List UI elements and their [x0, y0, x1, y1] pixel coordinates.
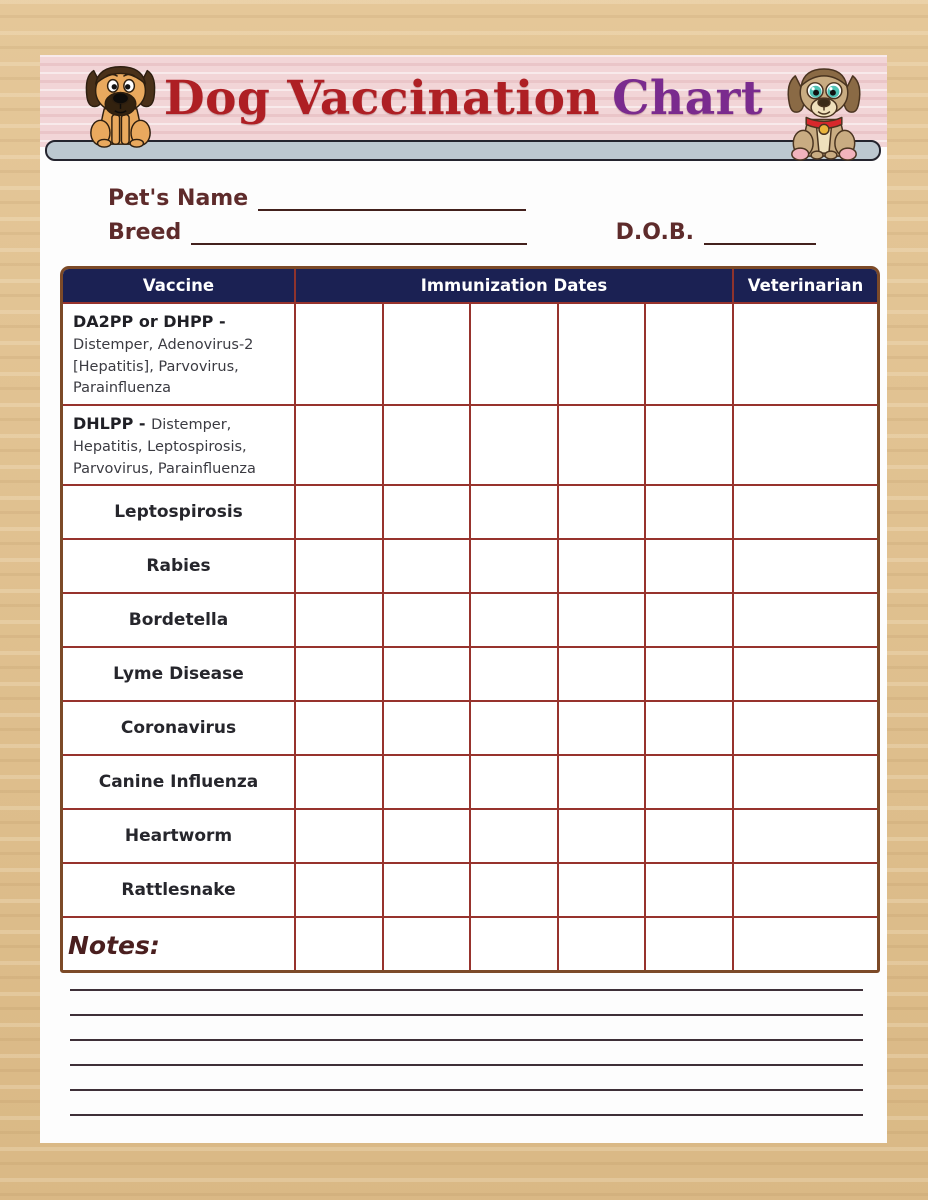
- immunization-date-cell: [646, 810, 734, 862]
- immunization-date-cell: [471, 648, 559, 700]
- immunization-date-cell: [296, 756, 384, 808]
- notes-ruled-line: [70, 991, 863, 1016]
- divider-bar: [45, 140, 881, 161]
- veterinarian-cell: [734, 540, 877, 592]
- immunization-date-cell: [296, 594, 384, 646]
- vaccine-name-cell: Lyme Disease: [63, 648, 296, 700]
- immunization-date-cell: [471, 756, 559, 808]
- veterinarian-cell: [734, 702, 877, 754]
- immunization-date-cell: [559, 304, 647, 404]
- immunization-date-cell: [471, 594, 559, 646]
- vaccine-column-header: Vaccine: [63, 269, 296, 302]
- vaccine-row: [63, 754, 877, 808]
- vaccine-description: Distemper, Adenovirus-2 [Hepatitis], Parvovirus, Parainfluenza: [73, 336, 254, 397]
- immunization-date-cell: [296, 918, 384, 970]
- vaccine-row: [63, 302, 877, 404]
- immunization-date-cell: [296, 540, 384, 592]
- immunization-date-cell: [384, 594, 472, 646]
- table-body: [63, 302, 877, 970]
- vaccine-name-cell: Leptospirosis: [63, 486, 296, 538]
- breed-blank-line: [191, 217, 527, 245]
- immunization-date-cell: [384, 918, 472, 970]
- veterinarian-cell: [734, 918, 877, 970]
- pet-name-blank-line: [258, 183, 526, 211]
- vaccine-name-cell: Rattlesnake: [63, 864, 296, 916]
- cartoon-brown-puppy-icon: [779, 64, 869, 163]
- vaccine-row: [63, 404, 877, 484]
- immunization-dates-column-header: Immunization Dates: [296, 269, 734, 302]
- immunization-date-cell: [559, 594, 647, 646]
- immunization-date-cell: [646, 406, 734, 484]
- vaccine-row: [63, 538, 877, 592]
- immunization-date-cell: [384, 540, 472, 592]
- immunization-date-cell: [471, 486, 559, 538]
- document-page: [40, 55, 887, 1143]
- immunization-date-cell: [471, 864, 559, 916]
- vaccine-row: [63, 484, 877, 538]
- dob-group: [616, 211, 816, 245]
- immunization-date-cell: [646, 756, 734, 808]
- vaccine-row: [63, 646, 877, 700]
- immunization-date-cell: [471, 540, 559, 592]
- immunization-date-cell: [646, 864, 734, 916]
- immunization-date-cell: [646, 702, 734, 754]
- immunization-date-cell: [559, 486, 647, 538]
- veterinarian-cell: [734, 594, 877, 646]
- notes-label: Notes:: [68, 931, 160, 960]
- immunization-date-cell: [296, 702, 384, 754]
- notes-lines: [70, 966, 863, 1116]
- immunization-date-cell: [646, 594, 734, 646]
- immunization-date-cell: [384, 486, 472, 538]
- breed-label: Breed: [108, 220, 182, 245]
- vaccine-name-cell: Rabies: [63, 540, 296, 592]
- vaccine-row: [63, 916, 877, 970]
- immunization-date-cell: [559, 648, 647, 700]
- notes-ruled-line: [70, 1066, 863, 1091]
- immunization-date-cell: [646, 304, 734, 404]
- veterinarian-column-header: Veterinarian: [747, 276, 864, 295]
- veterinarian-cell: [734, 486, 877, 538]
- vaccine-name-cell: [63, 304, 296, 404]
- immunization-date-cell: [296, 810, 384, 862]
- immunization-date-cell: [471, 918, 559, 970]
- immunization-date-cell: [559, 406, 647, 484]
- immunization-date-cell: [296, 304, 384, 404]
- veterinarian-cell: [734, 406, 877, 484]
- immunization-date-cell: [471, 702, 559, 754]
- immunization-date-cell: [384, 702, 472, 754]
- vaccine-name-cell: Heartworm: [63, 810, 296, 862]
- notes-ruled-line: [70, 966, 863, 991]
- immunization-date-cell: [646, 648, 734, 700]
- vaccine-name-bold: DA2PP or DHPP -: [73, 312, 226, 331]
- immunization-date-cell: [384, 406, 472, 484]
- notes-ruled-line: [70, 1016, 863, 1041]
- immunization-date-cell: [384, 648, 472, 700]
- vaccine-name-cell: Coronavirus: [63, 702, 296, 754]
- immunization-date-cell: [471, 810, 559, 862]
- vaccine-row: [63, 862, 877, 916]
- vaccine-name-cell: [63, 406, 296, 484]
- veterinarian-cell: [734, 648, 877, 700]
- immunization-date-cell: [646, 540, 734, 592]
- immunization-date-cell: [646, 918, 734, 970]
- immunization-date-cell: [296, 648, 384, 700]
- immunization-date-cell: [296, 864, 384, 916]
- notes-ruled-line: [70, 1041, 863, 1066]
- immunization-date-cell: [296, 486, 384, 538]
- title-text-purple: Chart: [612, 71, 764, 126]
- pet-name-label: Pet's Name: [108, 186, 249, 211]
- veterinarian-cell: [734, 864, 877, 916]
- immunization-date-cell: [471, 406, 559, 484]
- immunization-date-cell: [559, 702, 647, 754]
- page-title: [160, 71, 767, 126]
- pet-info-form: [108, 177, 816, 245]
- notes-ruled-line: [70, 1091, 863, 1116]
- immunization-date-cell: [384, 864, 472, 916]
- vaccination-table: [60, 266, 880, 973]
- veterinarian-cell: [734, 304, 877, 404]
- title-text-red: Dog Vaccination: [163, 71, 601, 126]
- veterinarian-cell: [734, 810, 877, 862]
- immunization-date-cell: [559, 864, 647, 916]
- immunization-date-cell: [384, 304, 472, 404]
- vaccine-name-bold: DHLPP -: [73, 414, 152, 433]
- immunization-date-cell: [559, 918, 647, 970]
- vaccine-description: Distemper, Hepatitis, Leptospirosis, Parvovirus, Parainfluenza: [73, 417, 256, 477]
- vaccine-row: [63, 592, 877, 646]
- immunization-date-cell: [384, 810, 472, 862]
- immunization-date-cell: [559, 540, 647, 592]
- veterinarian-cell: [734, 756, 877, 808]
- immunization-date-cell: [646, 486, 734, 538]
- dob-blank-line: [704, 217, 816, 245]
- cartoon-tan-dog-icon: [72, 61, 169, 149]
- immunization-date-cell: [559, 810, 647, 862]
- dob-label: D.O.B.: [615, 220, 694, 245]
- immunization-date-cell: [471, 304, 559, 404]
- vaccine-row: [63, 700, 877, 754]
- immunization-date-cell: [559, 756, 647, 808]
- immunization-date-cell: [384, 756, 472, 808]
- vaccine-row: [63, 808, 877, 862]
- vaccine-name-cell: Canine Influenza: [63, 756, 296, 808]
- immunization-date-cell: [296, 406, 384, 484]
- vaccine-name-cell: Bordetella: [63, 594, 296, 646]
- table-header-row: [63, 269, 877, 302]
